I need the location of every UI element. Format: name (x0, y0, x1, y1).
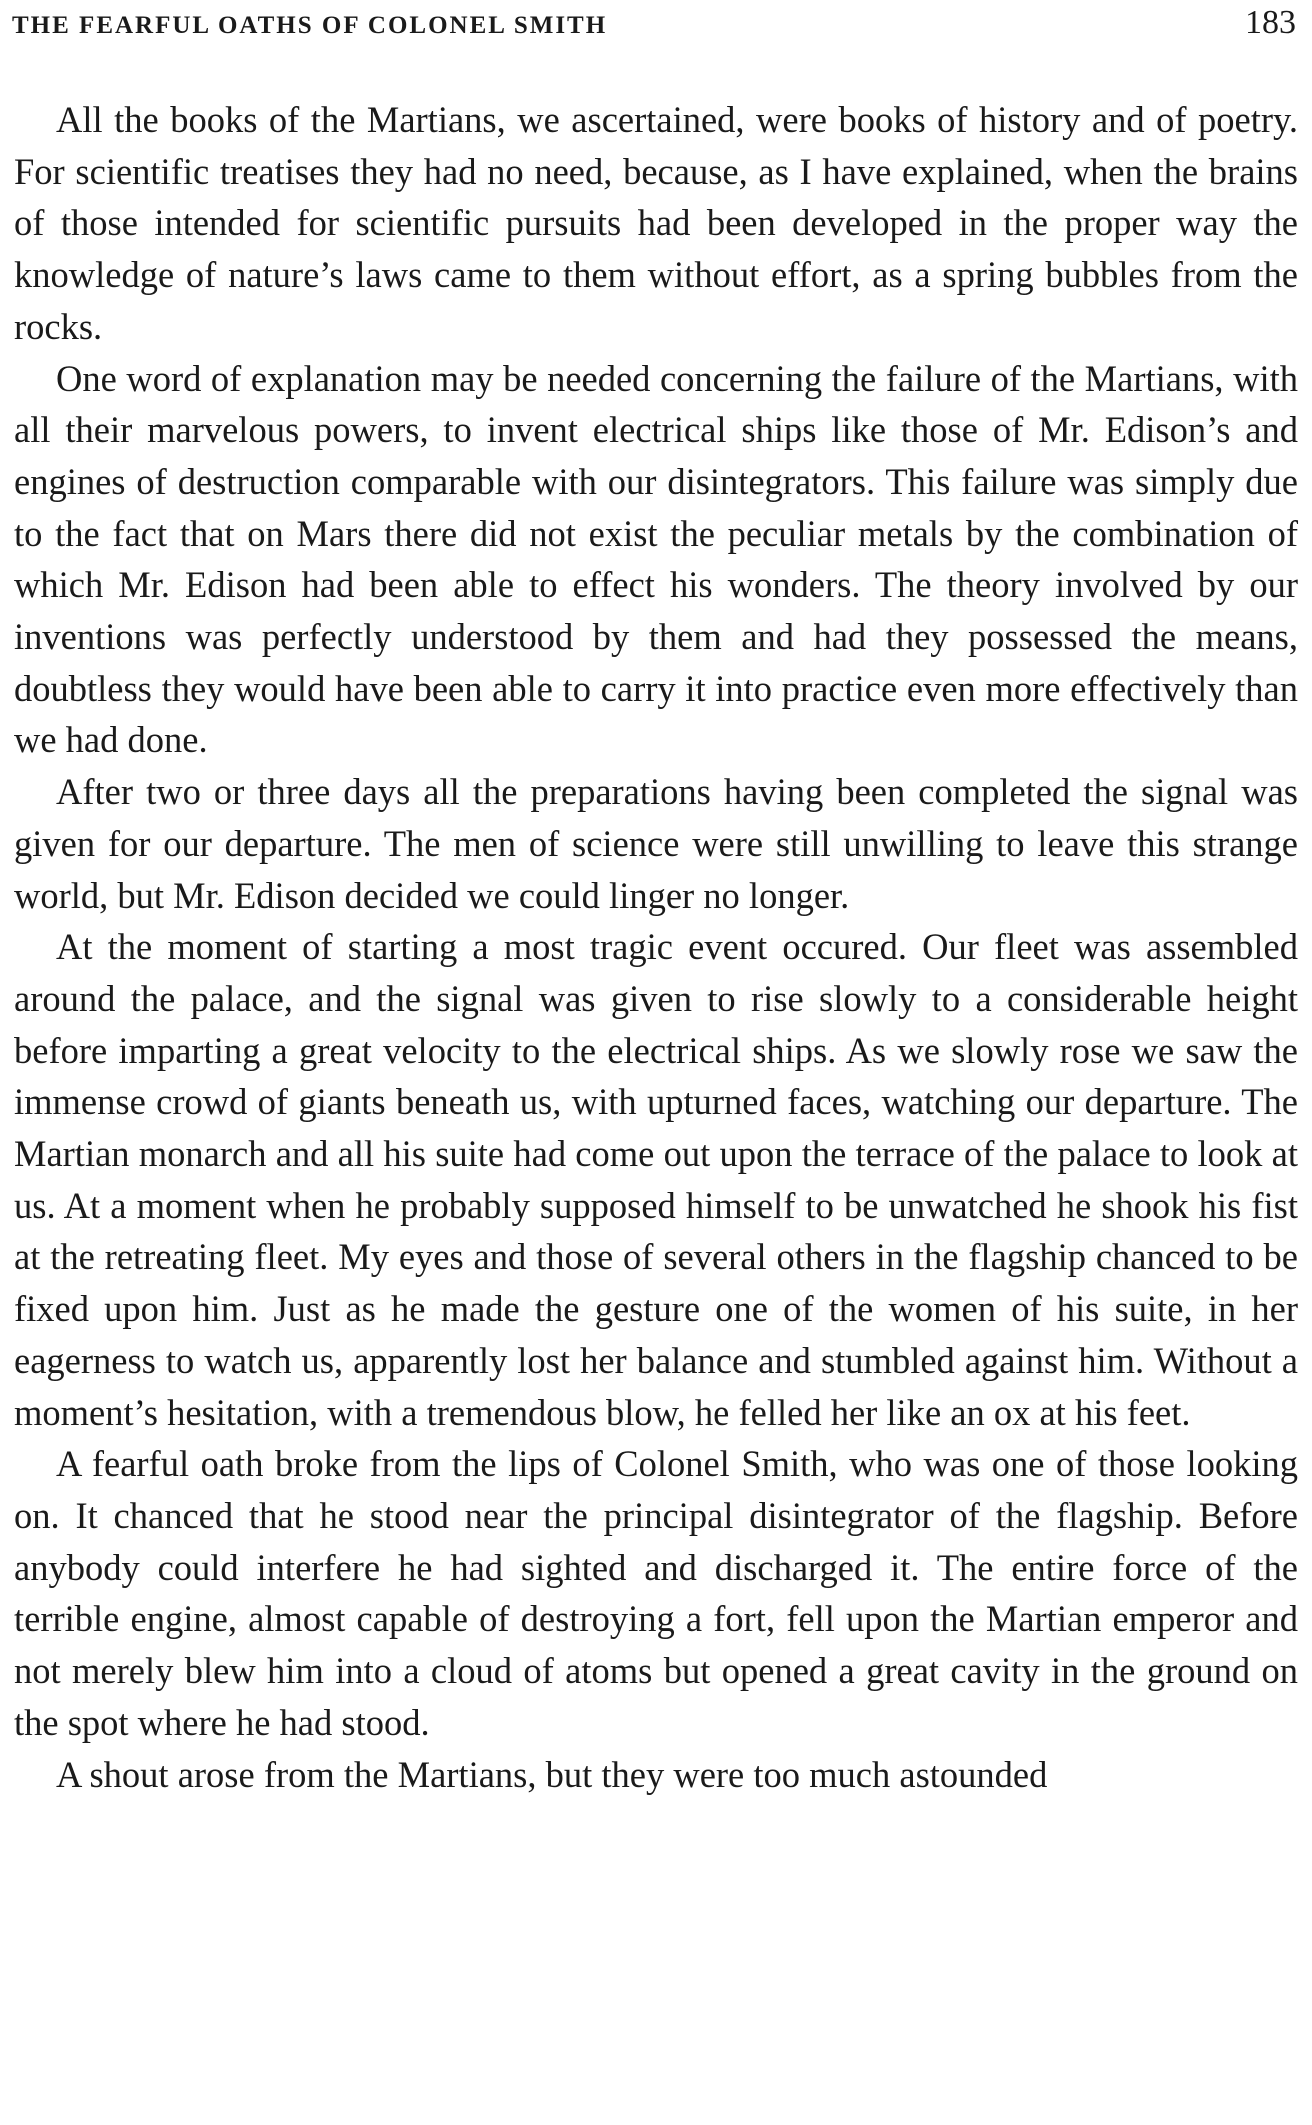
running-header (14, 0, 1298, 48)
page-number: 183 (1245, 4, 1296, 41)
paragraph-colonel-smith-oath: A fearful oath broke from the lips of Colonel Smith, who was one of those looking on. It chanced that he stood near the principal disintegrator of the flagship. Before anybody could interfere he had sighted and discharged it. The entire force of the terrible engine, almost capable of destroying a fort, fell upon the Martian emperor and not merely blew him into a cloud of atoms but opened a great cavity in the ground on the spot where he had stood. (14, 1443, 1298, 1743)
paragraph-tragic-event: At the moment of starting a most tragic event occured. Our fleet was assembled around the palace, and the signal was given to rise slowly to a considerable height before imparting a great velocity to the electrical ships. As we slowly rose we saw the immense crowd of giants beneath us, with upturned faces, watching our departure. The Martian monarch and all his suite had come out upon the terrace of the palace to look at us. At a moment when he probably supposed himself to be unwatched he shook his fist at the retreating fleet. My eyes and those of several others in the flagship chanced to be fixed upon him. Just as he made the gesture one of the women of his suite, in her eagerness to watch us, apparently lost her balance and stumbled against him. Without a moment’s hesitation, with a tremendous blow, he felled her like an ox at his feet. (14, 926, 1298, 1433)
paragraph-martians-shout: A shout arose from the Martians, but they were too much astounded (56, 1753, 1048, 1795)
running-title: THE FEARFUL OATHS OF COLONEL SMITH (12, 12, 608, 39)
book-page (14, 0, 1298, 1800)
paragraph-explanation-failure: One word of explanation may be needed concerning the failure of the Martians, with all their marvelous powers, to invent electrical ships like those of Mr. Edison’s and engines of destruction comparable with our disintegrators. This failure was simply due to the fact that on Mars there did not exist the peculiar metals by the combination of which Mr. Edison had been able to effect his wonders. The theory involved by our inventions was perfectly understood by them and had they possessed the means, doubtless they would have been able to carry it into practice even more effectively than we had done. (14, 357, 1298, 761)
paragraph-books-of-martians: All the books of the Martians, we ascertained, were books of history and of poetry. For scientific treatises they had no need, because, as I have explained, when the brains of those intended for scientific pursuits had been developed in the proper way the knowledge of nature’s laws came to them without effort, as a spring bubbles from the rocks. (14, 99, 1298, 347)
body-text (14, 94, 1298, 1800)
paragraph-departure-signal: After two or three days all the preparations having been completed the signal was given for our departure. The men of science were still unwilling to leave this strange world, but Mr. Edison decided we could linger no longer. (14, 771, 1298, 916)
